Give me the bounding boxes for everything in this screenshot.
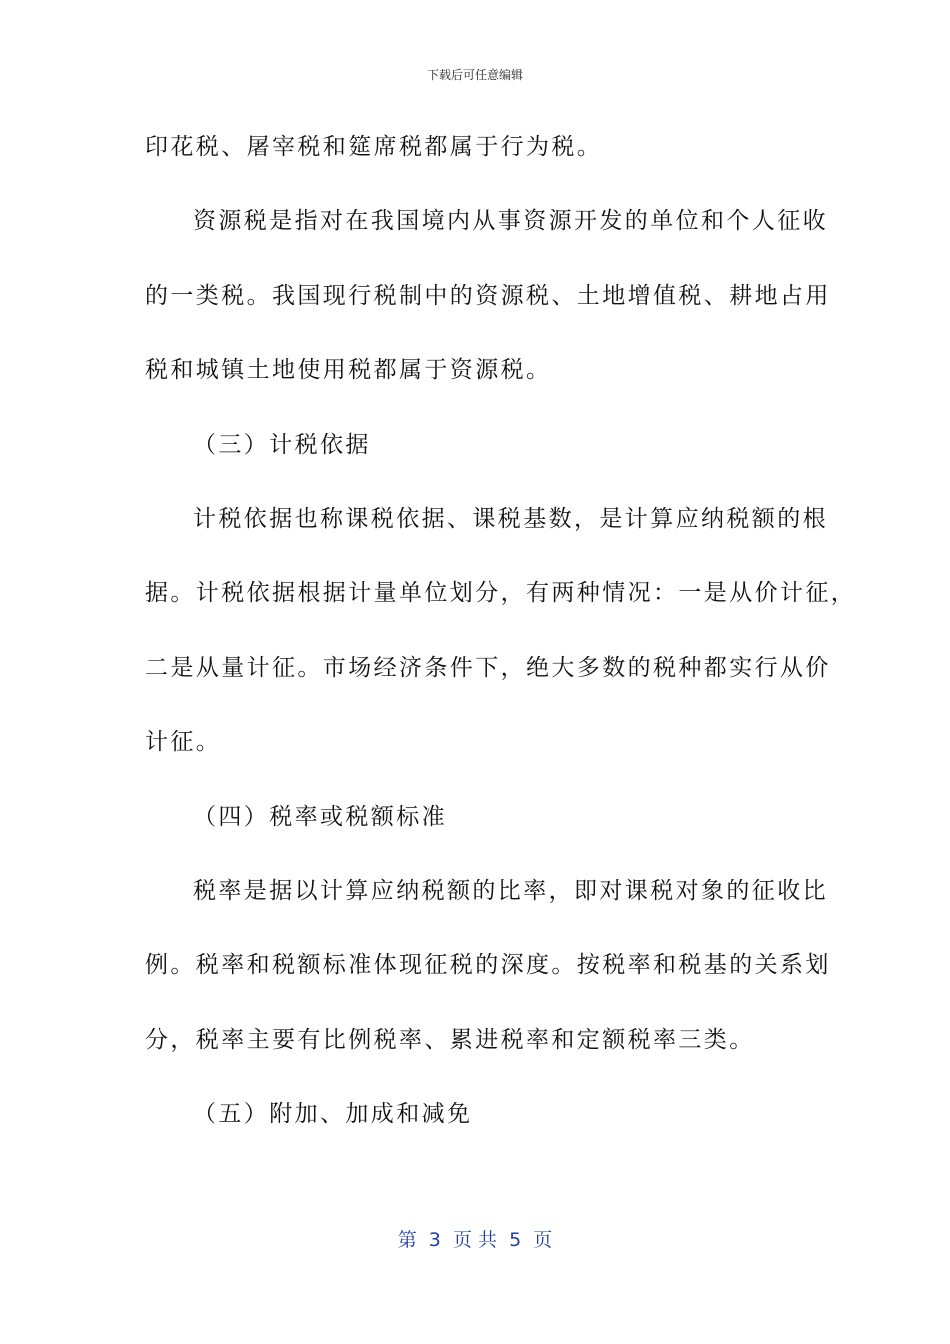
body-line: 二是从量计征。市场经济条件下，绝大多数的税种都实行从价: [145, 654, 831, 681]
section-heading: （五）附加、加成和减免: [193, 1101, 473, 1128]
section-heading: （四）税率或税额标准: [193, 803, 447, 830]
section-heading: （三）计税依据: [193, 431, 371, 458]
document-body: [145, 120, 857, 1161]
body-line: 例。税率和税额标准体现征税的深度。按税率和税基的关系划: [145, 952, 831, 979]
body-line: 计征。: [145, 729, 222, 756]
page-header: 下载后可任意编辑: [426, 68, 523, 82]
paragraph-first-line: 税率是据以计算应纳税额的比率，即对课税对象的征收比: [193, 877, 828, 904]
body-line: 分，税率主要有比例税率、累进税率和定额税率三类。: [145, 1026, 755, 1053]
body-line: 据。计税依据根据计量单位划分，有两种情况：一是从价计征，: [145, 580, 857, 607]
paragraph-first-line: 资源税是指对在我国境内从事资源开发的单位和个人征收: [193, 208, 828, 235]
body-line: 税和城镇土地使用税都属于资源税。: [145, 357, 552, 384]
body-line: 的一类税。我国现行税制中的资源税、土地增值税、耕地占用: [145, 282, 831, 309]
paragraph-first-line: 计税依据也称课税依据、课税基数，是计算应纳税额的根: [193, 505, 828, 532]
body-line: 印花税、屠宰税和筵席税都属于行为税。: [145, 134, 603, 160]
page-number-footer: 第 3 页 共 5 页: [397, 1229, 553, 1251]
